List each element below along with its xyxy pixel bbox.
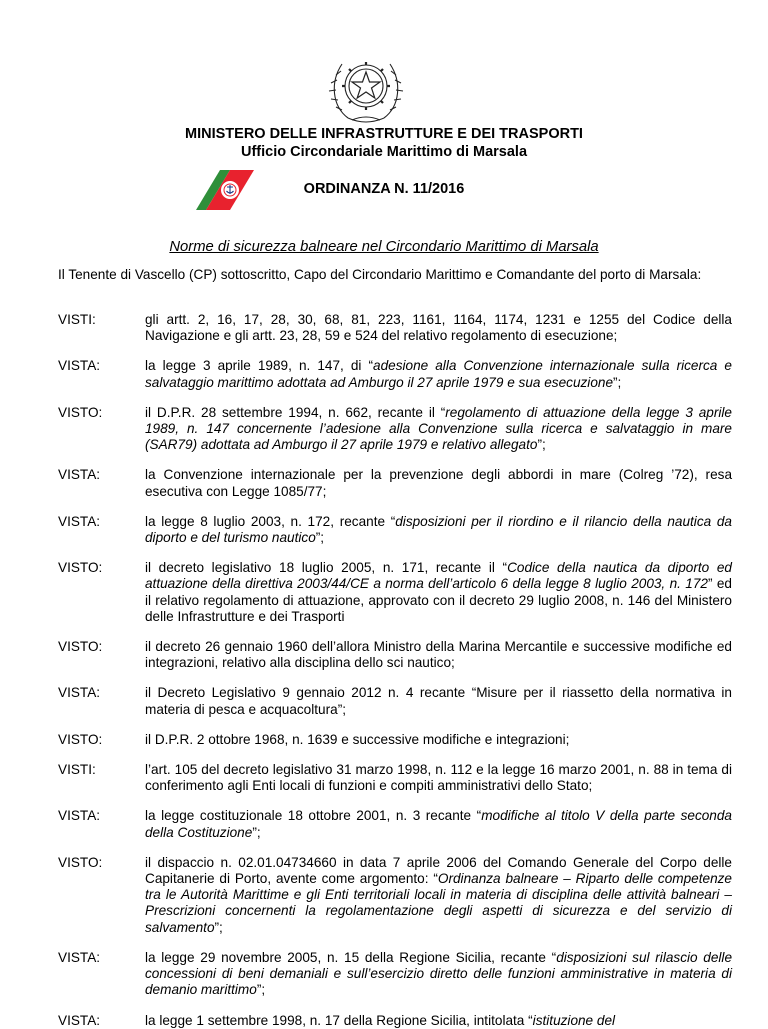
- clause-item: [58, 762, 732, 794]
- clause-item: [58, 639, 732, 671]
- clause-text-italic: disposizioni sul rilascio delle concessioni di beni demaniali e sull’esercizio diretto delle funzioni amministrative in materia di demanio marittimo: [145, 949, 733, 998]
- clause-label: VISTO:: [58, 854, 103, 870]
- clause-text-run: la legge 29 novembre 2005, n. 15 della Regione Sicilia, recante “: [145, 949, 557, 965]
- clause-text-run: ”;: [613, 374, 622, 390]
- clause-item: [58, 855, 732, 936]
- clause-text-run: ”;: [256, 982, 266, 998]
- clause-label: VISTA:: [58, 358, 101, 374]
- clause-text-italic: regolamento di attuazione della legge 3 aprile 1989, n. 147 concernente l’adesione alla Convenzione sulla ricerca e salvataggio in mare (SAR79) adottata ad Amburgo il 27 aprile 1979 e relativo allegato: [145, 404, 732, 453]
- clause-text-run: la legge 8 luglio 2003, n. 172, recante “: [145, 513, 396, 529]
- clause-item: [58, 808, 732, 840]
- clause-label: VISTA:: [58, 513, 101, 529]
- clause-text-run: il Decreto Legislativo 9 gennaio 2012 n. 4 recante “Misure per il riassetto della normativa in materia di pesca e acquacoltura”;: [145, 685, 732, 717]
- clause-item: [58, 312, 732, 344]
- clause-text: [145, 358, 732, 390]
- clause-text-run: ”;: [214, 919, 223, 935]
- clause-text-run: gli artt. 2, 16, 17, 28, 30, 68, 81, 223, 1161, 1164, 1174, 1231 e 1255 del Codice della Navigazione e gli artt. 23, 28, 59 e 524 del relativo regolamento di esecuzione;: [145, 312, 732, 344]
- clause-item: [58, 467, 732, 499]
- clause-label: VISTA:: [58, 949, 101, 965]
- clause-text-run: ”;: [537, 437, 546, 453]
- clause-text: [145, 639, 732, 671]
- clause-text: [145, 950, 732, 999]
- clause-text: [145, 762, 732, 794]
- clause-text-italic: modifiche al titolo V della parte seconda della Costituzione: [145, 808, 732, 840]
- clause-text-run: la legge costituzionale 18 ottobre 2001, n. 3 recante “: [145, 808, 482, 824]
- clause-text-run: la legge 1 settembre 1998, n. 17 della Regione Sicilia, intitolata “: [145, 1012, 533, 1028]
- clause-text: [145, 1013, 732, 1029]
- clause-text-italic: disposizioni per il riordino e il rilancio della nautica da diporto e del turismo nautico: [145, 513, 732, 546]
- clause-item: [58, 405, 732, 454]
- ordinance-subtitle: Norme di sicurezza balneare nel Circondario Marittimo di Marsala: [169, 239, 599, 255]
- clause-text: [145, 808, 732, 840]
- clause-text-run: ” ed il relativo regolamento di attuazione, approvato con il decreto 29 luglio 2008, n. 146 del Ministero delle Infrastrutture e dei Trasporti: [145, 576, 732, 624]
- clause-item: [58, 560, 732, 625]
- clause-text-run: il dispaccio n. 02.01.04734660 in data 7 aprile 2006 del Comando Generale del Corpo delle Capitanerie di Porto, avente come argomento: “: [145, 854, 732, 887]
- clauses-list: [58, 312, 732, 1029]
- clause-label: VISTA:: [58, 685, 101, 701]
- clause-text-run: il D.P.R. 28 settembre 1994, n. 662, recante il “: [145, 404, 446, 420]
- italian-republic-emblem-icon: [328, 48, 404, 126]
- clause-item: [58, 950, 732, 999]
- clause-label: VISTO:: [58, 639, 103, 655]
- clause-item: [58, 732, 732, 748]
- clause-label: VISTA:: [58, 1012, 101, 1028]
- clause-text-italic: adesione alla Convenzione internazionale sulla ricerca e salvataggio marittimo adottata ad Amburgo il 27 aprile 1979 e sua esecuzione: [145, 358, 732, 390]
- clause-text-run: la legge 3 aprile 1989, n. 147, di “: [145, 358, 374, 374]
- clause-text: [145, 685, 732, 717]
- ministry-heading: MINISTERO DELLE INFRASTRUTTURE E DEI TRASPORTI: [185, 126, 583, 142]
- clause-text: [145, 855, 732, 936]
- clause-label: VISTI:: [58, 762, 96, 778]
- clause-text-run: ”;: [315, 530, 325, 546]
- ordinance-number: ORDINANZA N. 11/2016: [303, 181, 465, 197]
- clause-text: [145, 312, 732, 344]
- clause-text-run: il decreto legislativo 18 luglio 2005, n. 171, recante il “: [145, 560, 508, 576]
- clause-text-run: ”;: [252, 824, 261, 840]
- clause-text-italic: Codice della nautica da diporto ed attuazione della direttiva 2003/44/CE a norma dell’articolo 6 della legge 8 luglio 2003, n. 172: [145, 560, 732, 592]
- clause-text-run: l’art. 105 del decreto legislativo 31 marzo 1998, n. 112 e la legge 16 marzo 2001, n. 88 in tema di conferimento agli Enti locali di funzioni e compiti amministrativi dello Stato;: [145, 762, 732, 794]
- clause-label: VISTO:: [58, 731, 103, 747]
- office-heading: Ufficio Circondariale Marittimo di Marsala: [240, 144, 528, 160]
- clause-text: [145, 514, 732, 546]
- clause-item: [58, 514, 732, 546]
- clause-text-italic: Ordinanza balneare – Riparto delle competenze tra le Autorità Marittime e gli Enti territoriali locali in materia di disciplina delle attività balneari – Prescrizioni concernenti la regolamentazione degli aspetti di sicurezza e del servizio di salvamento: [145, 871, 732, 935]
- clause-text-run: il D.P.R. 2 ottobre 1968, n. 1639 e successive modifiche e integrazioni;: [145, 731, 570, 747]
- clause-text-run: il decreto 26 gennaio 1960 dell’allora Ministro della Marina Mercantile e successive modifiche ed integrazioni, relativo alla disciplina dello sci nautico;: [145, 639, 732, 671]
- clause-text: [145, 560, 732, 625]
- clause-item: [58, 358, 732, 390]
- clause-label: VISTA:: [58, 467, 101, 483]
- clause-item: [58, 685, 732, 717]
- clause-text: [145, 467, 732, 499]
- clause-text: [145, 732, 732, 748]
- clause-label: VISTO:: [58, 560, 103, 576]
- clause-item: [58, 1013, 732, 1029]
- clause-text: [145, 405, 732, 454]
- clause-label: VISTO:: [58, 404, 103, 420]
- clause-label: VISTI:: [58, 312, 96, 327]
- clause-text-run: la Convenzione internazionale per la prevenzione degli abbordi in mare (Colreg ’72), resa esecutiva con Legge 1085/77;: [145, 467, 732, 499]
- preamble-paragraph: Il Tenente di Vascello (CP) sottoscritto, Capo del Circondario Marittimo e Comandante del porto di Marsala:: [58, 267, 702, 282]
- clause-label: VISTA:: [58, 808, 101, 824]
- clause-text-italic: istituzione del: [532, 1012, 616, 1028]
